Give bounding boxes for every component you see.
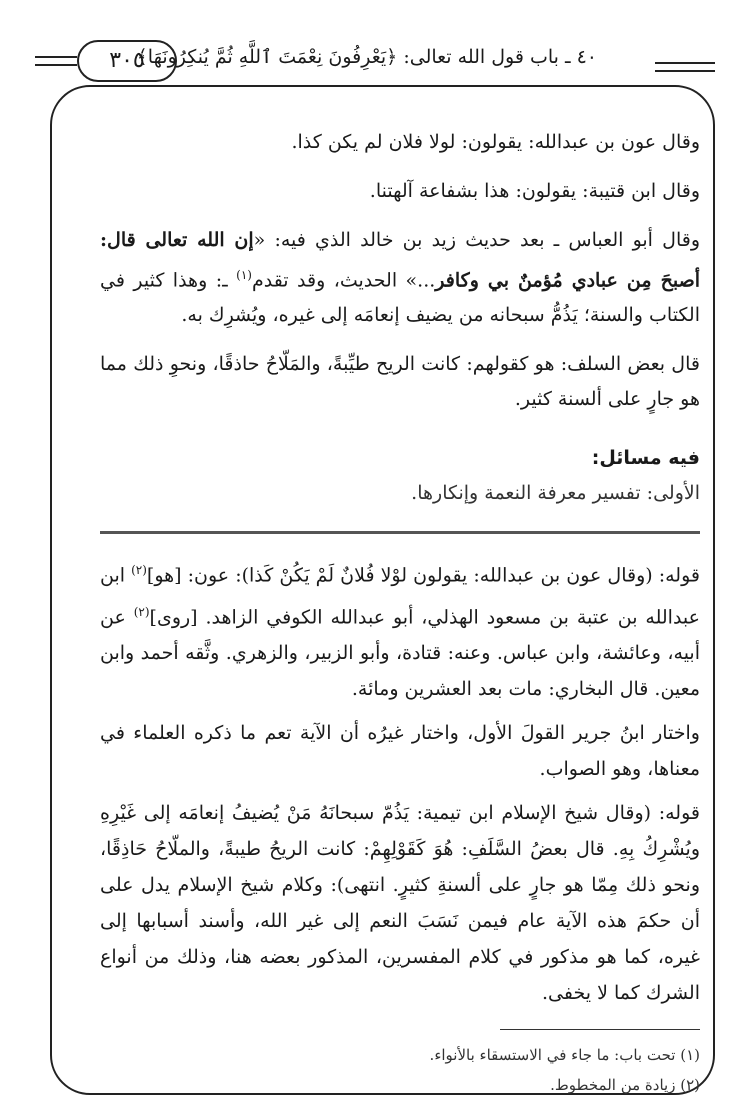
footnote-1: (١) تحت باب: ما جاء في الاستسقاء بالأنواء. xyxy=(429,1045,700,1064)
commentary xyxy=(100,552,700,1011)
paragraph-2: وقال ابن قتيبة: يقولون: هذا بشفاعة آلهتنا. xyxy=(369,180,700,202)
commentary-3: قوله: (وقال شيخ الإسلام ابن تيمية: يَذُمّ سبحانَهُ مَنْ يُضيفُ إنعامَه إلى غَيْرِهِ ويُشْرِكُ بِهِ. قال بعضُ السَّلَفِ: هُوَ كَقَوْلِهِمْ: كانت الريحُ طيبةً، والملّاحُ حَاذِقًا، ونحو ذلك مِمّا هو جارٍ على ألسنةِ كثيرٍ. انتهى): وكلام شيخ الإسلام يدل على أن حكمَ هذه الآية عام فيمن نَسَبَ النعم إلى غير الله، وأسند أسبابها إلى غيره، كما هو مذكور في كلام المفسرين، المذكور بعضه هنا، وذلك من أنواع الشرك كما لا يخفى. xyxy=(100,801,700,1004)
page-header xyxy=(35,40,715,86)
p3-after: ...» الحديث، وقد تقدم xyxy=(251,269,436,292)
header-rule-left-1 xyxy=(35,56,77,58)
commentary-2: واختار ابنُ جرير القولَ الأول، واختار غيرُه أن الآية تعم ما ذكره العلماء في معناها، وهو الصواب. xyxy=(100,721,700,780)
commentary-1-c: عن أبيه، وعائشة، وابن عباس. وعنه: قتادة، وأبو الزبير، والزهري. وثَّقه أحمد وابن معين. قال البخاري: مات بعد العشرين ومائة. xyxy=(100,605,700,700)
footnote-ref-2b: (٢) xyxy=(133,604,150,619)
commentary-1-b: ابن عبدالله بن عتبة بن مسعود الهذلي، أبو عبدالله الكوفي الزاهد. [روى] xyxy=(100,564,700,628)
header-rule-left-2 xyxy=(35,64,77,66)
p3-end: ـ: وهذا كثير في الكتاب والسنة؛ يَذُمُّ سبحانه من يضيف إنعامَه إلى غيره، ويُشرِك به. xyxy=(100,269,700,327)
section-separator xyxy=(100,531,700,534)
issues-heading: فيه مسائل: xyxy=(591,447,700,470)
p3-intro: وقال أبو العباس ـ بعد حديث زيد بن خالد الذي فيه: « xyxy=(253,229,700,251)
paragraph-1: وقال عون بن عبدالله: يقولون: لولا فلان لم يكن كذا. xyxy=(291,131,700,153)
footnote-ref-1: (١) xyxy=(236,268,252,282)
footnote-rule xyxy=(500,1029,700,1030)
page-number: ٣٠٥ xyxy=(77,40,177,82)
footnote-ref-2: (٢) xyxy=(131,563,147,578)
chapter-title: ٤٠ ـ باب قول الله تعالى: ﴿يَعْرِفُونَ نِعْمَتَ ٱللَّهِ ثُمَّ يُنكِرُونَهَا﴾ xyxy=(136,46,597,68)
header-rule-right-1 xyxy=(655,62,715,64)
commentary-1-a: قوله: (وقال عون بن عبدالله: يقولون لوْلا فُلانٌ لَمْ يَكُنْ كَذا): عون: [هو] xyxy=(146,564,700,587)
paragraph-4: قال بعض السلف: هو كقولهم: كانت الريح طيِّبةً، والمَلّاحُ حاذقًا، ونحوِ ذلك مما هو جارٍ على ألسنة كثير. xyxy=(100,353,700,411)
issue-1: الأولى: تفسير معرفة النعمة وإنكارها. xyxy=(411,482,700,505)
hadith-text: إن الله تعالى قال: أصبحَ مِن عبادي مُؤمنٌ بي وكافر xyxy=(100,229,700,292)
commentary-1 xyxy=(100,552,700,707)
header-rule-right-2 xyxy=(655,70,715,72)
page-content xyxy=(100,125,700,1100)
footnote-2: (٢) زيادة من المخطوط. xyxy=(550,1075,700,1094)
paragraph-3 xyxy=(100,223,700,333)
